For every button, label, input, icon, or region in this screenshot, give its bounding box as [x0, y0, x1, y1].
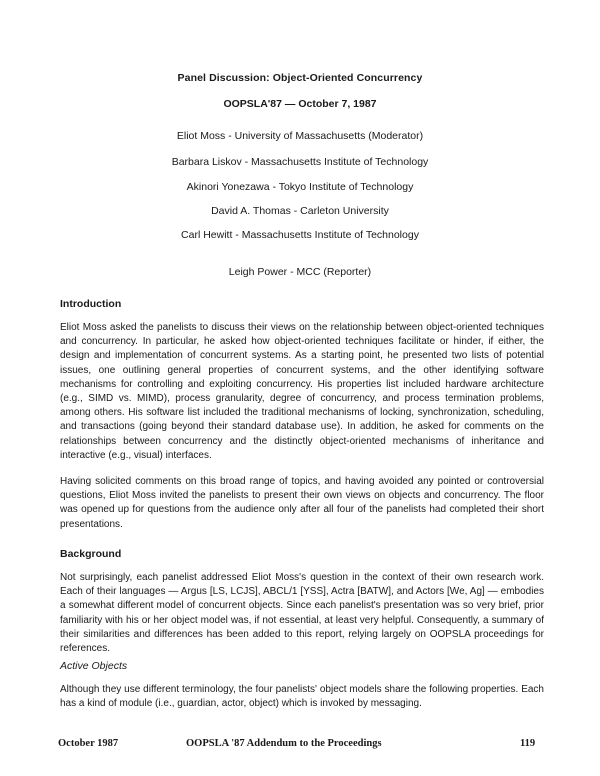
panelist-liskov: Barbara Liskov - Massachusetts Institute of Technology — [171, 156, 429, 168]
page-title: Panel Discussion: Object-Oriented Concurrency — [177, 72, 423, 84]
introduction-heading: Introduction — [60, 298, 122, 310]
footer-date: October 1987 — [58, 738, 119, 749]
panelist-yonezawa: Akinori Yonezawa - Tokyo Institute of Technology — [186, 181, 414, 193]
background-paragraph: Not surprisingly, each panelist addressed Eliot Moss's question in the context of their own research work. Each of their languages — Argus [LS, LCJS], ABCL/1 [YSS], Actra [BATW], and Actors [We, Ag] — embodies a somewhat different model of concurrent objects. Since each panelist's presentation was so very brief, prior familiarity with his or her object model was, if not essential, at least very helpful. Consequently, a summary of their similarities and differences has been added to this report, relying largely on OOPSLA proceedings for references. — [60, 572, 544, 655]
page-subtitle: OOPSLA'87 — October 7, 1987 — [223, 98, 377, 110]
panelist-thomas: David A. Thomas - Carleton University — [211, 205, 389, 217]
panelist-hewitt: Carl Hewitt - Massachusetts Institute of Technology — [181, 229, 419, 241]
reporter-line: Leigh Power - MCC (Reporter) — [228, 266, 372, 278]
introduction-paragraph-2: Having solicited comments on this broad range of topics, and having avoided any pointed or controversial questions, Eliot Moss invited the panelists to present their own views on objects and concurrency. The floor was opened up for questions from the audience only after all four of the panelists had completed their short presentations. — [60, 476, 544, 530]
footer-page-number: 119 — [520, 738, 536, 749]
background-heading: Background — [60, 548, 122, 560]
introduction-paragraph-1: Eliot Moss asked the panelists to discuss their views on the relationship between object-oriented techniques and concurrency. In particular, he asked how object-oriented techniques facilitate or hinder, if either, the design and implementation of concurrent systems. As a starting point, he presented two lists of potential issues, one outlining general properties of concurrent systems, and the other identifying software mechanisms for controlling and exploiting concurrency. His properties list included hardware architecture (e.g., SIMD vs. MIMD), process granularity, degree of concurrency, and process termination problems, among others. His software list included the traditional mechanisms of locking, synchronization, scheduling, and transactions (going beyond their standard database use). In addition, he asked for comments on the relationships between concurrency and the distinctly object-oriented mechanisms of inheritance and interactive (e.g., visual) interfaces. — [60, 322, 544, 461]
active-objects-paragraph: Although they use different terminology, the four panelists' object models share the following properties. Each has a kind of module (i.e., guardian, actor, object) which is invoked by messaging. — [60, 684, 544, 710]
active-objects-heading: Active Objects — [60, 660, 128, 672]
panelist-moss: Eliot Moss - University of Massachusetts (Moderator) — [176, 130, 424, 142]
footer-publication: OOPSLA '87 Addendum to the Proceedings — [186, 738, 382, 749]
